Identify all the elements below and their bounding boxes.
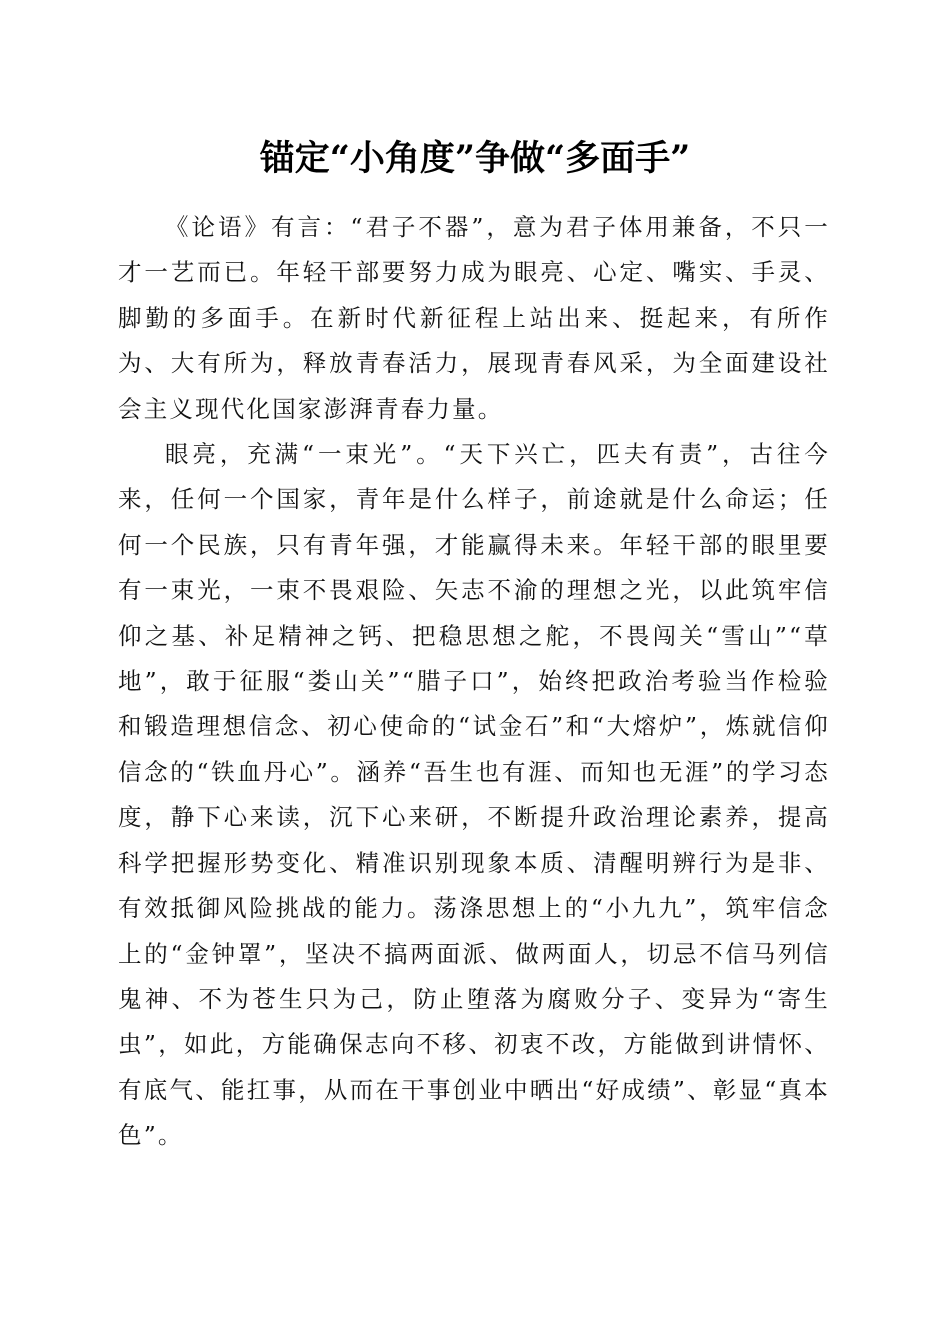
document-body — [118, 205, 830, 1159]
paragraph-intro: 《论语》有言：“君子不器”，意为君子体用兼备，不只一才一艺而已。年轻干部要努力成为眼亮、心定、嘴实、手灵、脚勤的多面手。在新时代新征程上站出来、挺起来，有所作为、大有所为，释放青春活力，展现青春风采，为全面建设社会主义现代化国家澎湃青春力量。 — [118, 213, 830, 423]
paragraph-eyes-bright: 眼亮，充满“一束光”。“天下兴亡，匹夫有责”，古往今来，任何一个国家，青年是什么样子，前途就是什么命运；任何一个民族，只有青年强，才能赢得未来。年轻干部的眼里要有一束光，一束不畏艰险、矢志不渝的理想之光，以此筑牢信仰之基、补足精神之钙、把稳思想之舵，不畏闯关“雪山”“草地”，敢于征服“娄山关”“腊子口”，始终把政治考验当作检验和锻造理想信念、初心使命的“试金石”和“大熔炉”，炼就信仰信念的“铁血丹心”。涵养“吾生也有涯、而知也无涯”的学习态度，静下心来读，沉下心来研，不断提升政治理论素养，提高科学把握形势变化、精准识别现象本质、清醒明辨行为是非、有效抵御风险挑战的能力。荡涤思想上的“小九九”，筑牢信念上的“金钟罩”，坚决不搞两面派、做两面人，切忌不信马列信鬼神、不为苍生只为己，防止堕落为腐败分子、变异为“寄生虫”，如此，方能确保志向不移、初衷不改，方能做到讲情怀、有底气、能扛事，从而在干事创业中晒出“好成绩”、彰显“真本色”。 — [118, 440, 830, 1150]
document-title: 锚定“小角度”争做“多面手” — [259, 138, 691, 179]
